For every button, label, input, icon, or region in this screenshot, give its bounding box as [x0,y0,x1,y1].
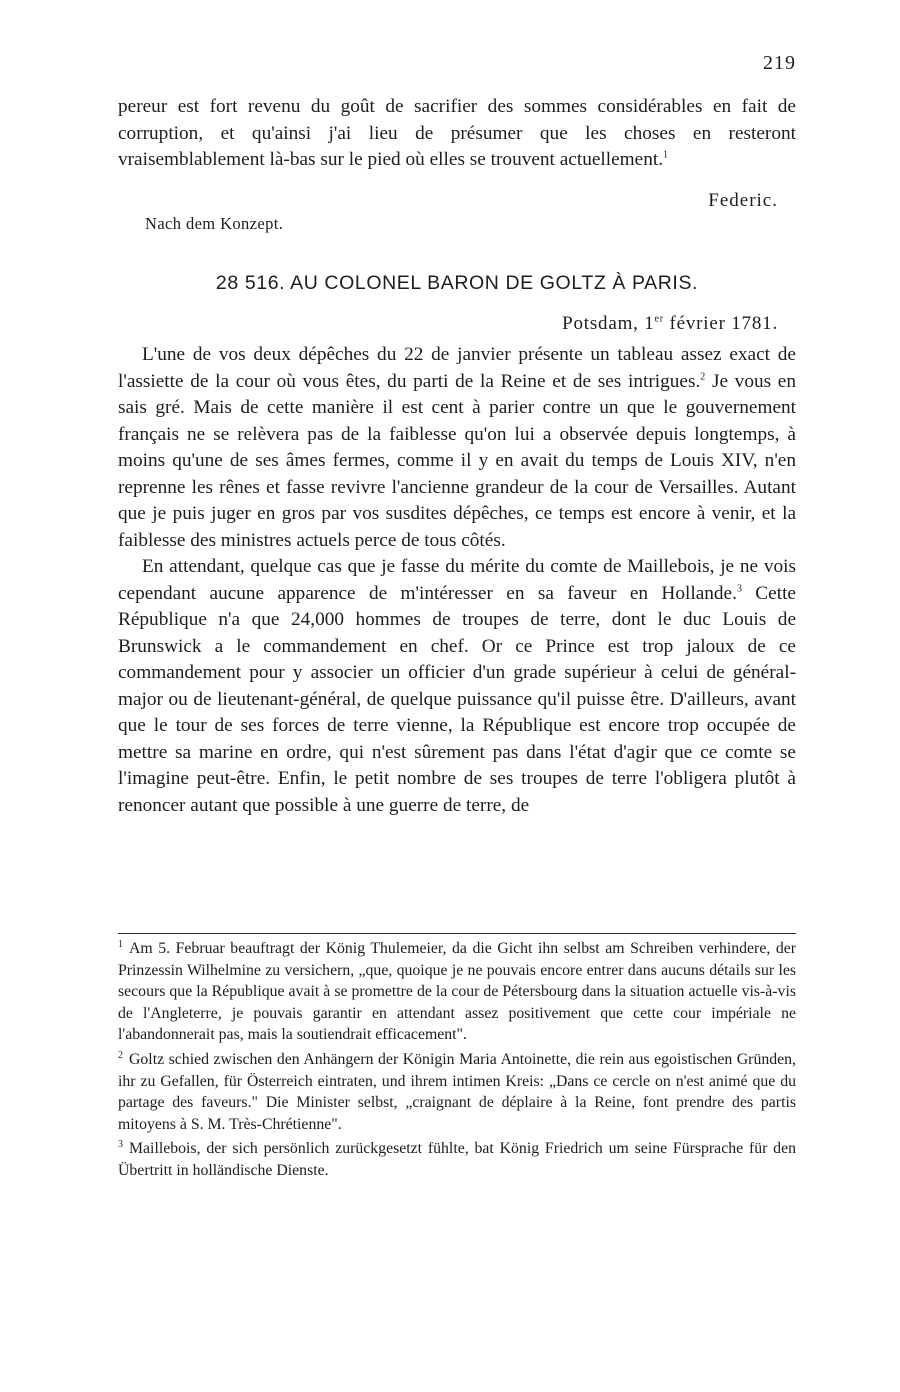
source-note: Nach dem Konzept. [145,214,284,233]
document-page [118,0,796,1392]
letter-place-date [562,313,778,335]
footnote-1 [118,938,796,1046]
letter-heading: 28 516. AU COLONEL BARON DE GOLTZ À PARIS. [215,272,699,294]
footnote-marker: 1 [118,938,123,950]
footnote-ref-2[interactable]: 2 [700,371,706,383]
page-number: 219 [763,52,796,74]
footnotes-section [118,938,796,1185]
continuation-paragraph [118,94,796,174]
continuation-text: pereur est fort revenu du goût de sacrifier des sommes considérables en fait de corruption, et qu'ainsi j'ai lieu de présumer que les choses en resteront vraisemblablement là-bas sur le pied où elles se trouvent actuellement. [118,96,796,170]
footnote-3 [118,1138,796,1181]
paragraph-text: En attendant, quelque cas que je fasse du mérite du comte de Maillebois, je ne vois cependant aucune apparence de m'intéresser en sa faveur en Hollande. [118,556,796,604]
date-place: Potsdam, 1 [562,313,655,334]
footnote-divider [118,933,796,934]
date-superscript: er [654,313,664,325]
footnote-ref-1[interactable]: 1 [663,149,669,161]
footnote-text: Goltz schied zwischen den Anhängern der Königin Maria Antoinette, die rein aus egoistischen Gründen, ihr zu Gefallen, für Österreich eintraten, und ihrem intimen Kreis: „Dans ce cercle on n'est animé que du partage des faveurs." Die Minister selbst, „craignant de déplaire à la Reine, font prendre des partis mitoyens à S. M. Très-Chrétienne". [118,1050,796,1133]
footnote-text: Maillebois, der sich persönlich zurückgesetzt fühlte, bat König Friedrich um seine Fürsprache für den Übertritt in holländische Dienste. [118,1140,796,1179]
paragraph-text: Je vous en sais gré. Mais de cette manière il est cent à parier contre un que le gouvernement français ne se relèvera pas de la faiblesse qu'on lui a observée depuis longtemps, à moins qu'une de ses âmes fermes, comme il y en avait du temps de Louis XIV, n'en reprenne les rênes et fasse revivre l'ancienne grandeur de la cour de Versailles. Autant que je puis juger en gros par vos susdites dépêches, ce temps est encore à venir, et la faiblesse des ministres actuels perce de tous côtés. [118,370,796,551]
footnote-ref-3[interactable]: 3 [736,583,742,595]
paragraph-text: Cette République n'a que 24,000 hommes de troupes de terre, dont le duc Louis de Brunswick a le commandement en chef. Or ce Prince est trop jaloux de ce commandement pour y associer un officier d'un grade supérieur à celui de général-major ou de lieutenant-général, de quelque puissance qu'il puisse être. D'ailleurs, avant que le tour de ses forces de terre vienne, la République est encore trop occupée de mettre sa marine en ordre, qui n'est sûrement pas dans l'état d'agir que ce comte se l'imagine peut-être. Enfin, le petit nombre de ses troupes de terre l'obligera plutôt à renoncer autant que possible à une guerre de terre, de [118,582,796,816]
footnote-marker: 3 [118,1139,123,1151]
date-rest: février 1781. [663,313,778,334]
body-paragraph-2 [118,554,796,819]
paragraph-text: L'une de vos deux dépêches du 22 de janvier présente un tableau assez exact de l'assiette de la cour où vous êtes, du parti de la Reine et de ses intrigues. [118,344,796,392]
letter-body [118,342,796,819]
footnote-marker: 2 [118,1049,123,1061]
signature: Federic. [708,190,778,211]
footnote-text: Am 5. Februar beauftragt der König Thulemeier, da die Gicht ihn selbst am Schreiben verhindere, der Prinzessin Wilhelmine zu versichern, „que, quoique je ne pouvais encore entrer dans aucuns détails sur les secours que la République avait à se promettre de la cour de Pétersbourg dans la situation actuelle vis-à-vis de l'Angleterre, je pouvais garantir en attendant assez positivement que cette cour impériale ne l'abandonnerait pas, mais la soutiendrait efficacement". [118,940,796,1044]
body-paragraph-1 [118,342,796,554]
footnote-2 [118,1049,796,1135]
